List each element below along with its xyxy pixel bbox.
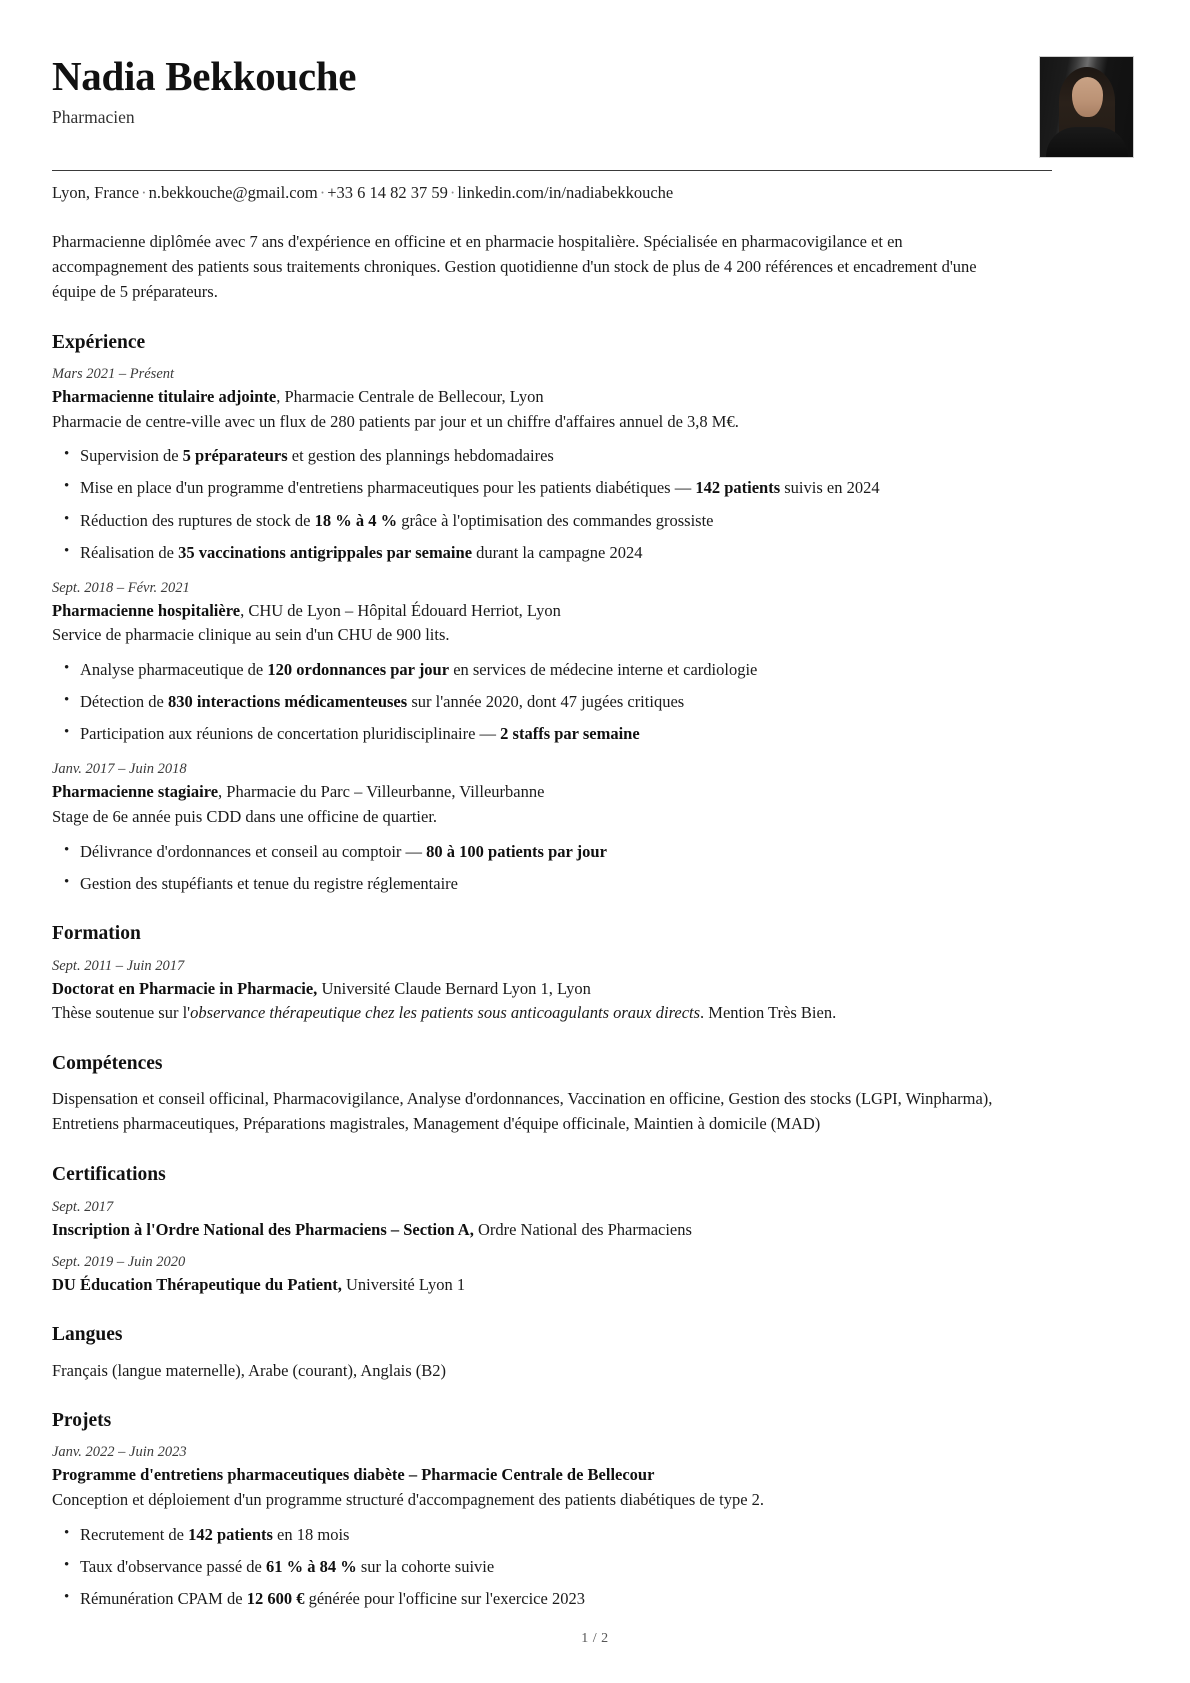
experience-entry xyxy=(52,578,1052,747)
resume-header xyxy=(52,54,1052,154)
list-item: • Réduction des ruptures de stock de 18 % à 4 % grâce à l'optimisation des commandes grossiste xyxy=(52,508,1030,533)
section-certifications xyxy=(52,1163,1052,1298)
list-item: • Analyse pharmaceutique de 120 ordonnances par jour en services de médecine interne et cardiologie xyxy=(52,657,1030,682)
entry-heading xyxy=(52,599,1052,624)
entry-description: Conception et déploiement d'un programme structuré d'accompagnement des patients diabétiques de type 2. xyxy=(52,1490,765,1510)
entry-bullet-list xyxy=(52,443,1052,564)
contact-phone[interactable]: +33 6 14 82 37 59 xyxy=(327,183,448,202)
certification-name: Inscription à l'Ordre National des Pharmaciens – Section A, xyxy=(52,1219,474,1239)
entry-description: Pharmacie de centre-ville avec un flux de 280 patients par jour et un chiffre d'affaires annuel de 3,8 M€. xyxy=(52,411,739,431)
page-number: 1 / 2 xyxy=(581,1631,609,1646)
entry-role: Pharmacienne hospitalière xyxy=(52,600,241,620)
skills-list: Dispensation et conseil officinal, Pharmacovigilance, Analyse d'ordonnances, Vaccination en officine, Gestion des stocks (LGPI, Winpharma), Entretiens pharmaceutiques, Préparations magistrales, Management d'équipe officinale, Maintien à domicile (MAD) xyxy=(52,1089,993,1134)
page-footer xyxy=(0,1631,1190,1647)
header-divider xyxy=(52,170,1052,171)
avatar xyxy=(1039,56,1134,158)
entry-heading xyxy=(52,1273,1052,1298)
formation-entry xyxy=(52,956,1052,1027)
list-item: • Participation aux réunions de concertation pluridisciplinaire — 2 staffs par semaine xyxy=(52,721,1030,746)
job-title-subheading: Pharmacien xyxy=(52,106,135,127)
list-item: • Réalisation de 35 vaccinations antigrippales par semaine durant la campagne 2024 xyxy=(52,540,1030,565)
section-heading-projets: Projets xyxy=(52,1409,112,1431)
entry-description: Stage de 6e année puis CDD dans une officine de quartier. xyxy=(52,807,438,827)
certification-issuer: Ordre National des Pharmaciens xyxy=(473,1219,692,1239)
certification-issuer: Université Lyon 1 xyxy=(341,1274,466,1294)
section-heading-certifications: Certifications xyxy=(52,1163,166,1185)
entry-heading xyxy=(52,977,1052,1002)
entry-date: Janv. 2022 – Juin 2023 xyxy=(52,1444,187,1461)
languages-list: Français (langue maternelle), Arabe (courant), Anglais (B2) xyxy=(52,1360,447,1380)
entry-heading xyxy=(52,385,1052,410)
list-item: • Rémunération CPAM de 12 600 € générée pour l'officine sur l'exercice 2023 xyxy=(52,1586,1030,1611)
entry-date: Janv. 2017 – Juin 2018 xyxy=(52,761,187,778)
entry-company: , CHU de Lyon – Hôpital Édouard Herriot, Lyon xyxy=(240,600,561,620)
page-title: Nadia Bekkouche xyxy=(52,53,357,99)
entry-date: Mars 2021 – Présent xyxy=(52,365,175,382)
certification-entry xyxy=(52,1252,1052,1298)
contact-email[interactable]: n.bekkouche@gmail.com xyxy=(148,183,318,202)
contact-location: Lyon, France xyxy=(52,183,140,202)
entry-role: Pharmacienne titulaire adjointe xyxy=(52,386,277,406)
photo-face xyxy=(1072,77,1103,117)
professional-summary: Pharmacienne diplômée avec 7 ans d'expérience en officine et en pharmacie hospitalière. Spécialisée en pharmacovigilance et en accompagnement des patients sous traitements chroniques. Gestion quotidienne d'un stock de plus de 4 200 références et encadrement d'une équipe de 5 préparateurs. xyxy=(52,232,977,302)
contact-separator-1: · xyxy=(141,183,147,202)
thesis-prefix: Thèse soutenue sur l' xyxy=(52,1003,191,1023)
entry-bullet-list xyxy=(52,657,1052,746)
entry-role: Pharmacienne stagiaire xyxy=(52,782,219,802)
certification-entry xyxy=(52,1197,1052,1243)
section-heading-langues: Langues xyxy=(52,1324,123,1346)
entry-heading xyxy=(52,1218,1052,1243)
entry-bullet-list xyxy=(52,1522,1052,1611)
section-projets xyxy=(52,1409,1052,1611)
entry-date: Sept. 2018 – Févr. 2021 xyxy=(52,579,190,596)
section-heading-competences: Compétences xyxy=(52,1053,163,1075)
contact-separator-2: · xyxy=(319,183,326,202)
certification-name: DU Éducation Thérapeutique du Patient, xyxy=(52,1274,342,1294)
list-item: • Taux d'observance passé de 61 % à 84 % sur la cohorte suivie xyxy=(52,1554,1030,1579)
experience-entry xyxy=(52,759,1052,896)
entry-bullet-list xyxy=(52,839,1052,896)
thesis-suffix: . Mention Très Bien. xyxy=(700,1003,837,1023)
contact-linkedin[interactable]: linkedin.com/in/nadiabekkouche xyxy=(457,183,674,202)
section-formation xyxy=(52,922,1052,1026)
entry-heading xyxy=(52,780,1052,805)
list-item: • Mise en place d'un programme d'entretiens pharmaceutiques pour les patients diabétiques — 142 patients suivis en 2024 xyxy=(52,475,1030,500)
entry-date: Sept. 2019 – Juin 2020 xyxy=(52,1253,186,1270)
project-entry xyxy=(52,1442,1052,1611)
thesis-title: observance thérapeutique chez les patients sous anticoagulants oraux directs xyxy=(190,1003,701,1023)
list-item: • Gestion des stupéfiants et tenue du registre réglementaire xyxy=(52,871,1030,896)
section-heading-formation: Formation xyxy=(52,923,141,945)
project-name: Programme d'entretiens pharmaceutiques diabète – Pharmacie Centrale de Bellecour xyxy=(52,1465,655,1485)
experience-entry xyxy=(52,364,1052,565)
list-item: • Recrutement de 142 patients en 18 mois xyxy=(52,1522,1030,1547)
contact-line xyxy=(52,182,1052,204)
photo-body xyxy=(1046,127,1128,157)
entry-description: Service de pharmacie clinique au sein d'un CHU de 900 lits. xyxy=(52,625,450,645)
contact-separator-3: · xyxy=(449,183,456,202)
entry-heading xyxy=(52,1463,1052,1488)
list-item: • Supervision de 5 préparateurs et gestion des plannings hebdomadaires xyxy=(52,443,1030,468)
section-competences xyxy=(52,1052,1052,1137)
section-langues xyxy=(52,1323,1052,1382)
list-item: • Délivrance d'ordonnances et conseil au comptoir — 80 à 100 patients par jour xyxy=(52,839,1030,864)
entry-description xyxy=(52,1001,1014,1026)
section-experience xyxy=(52,331,1052,897)
entry-institution: Université Claude Bernard Lyon 1, Lyon xyxy=(317,978,591,998)
entry-degree: Doctorat en Pharmacie in Pharmacie, xyxy=(52,978,318,998)
entry-date: Sept. 2017 xyxy=(52,1198,114,1215)
list-item: • Détection de 830 interactions médicamenteuses sur l'année 2020, dont 47 jugées critiques xyxy=(52,689,1030,714)
entry-company: , Pharmacie du Parc – Villeurbanne, Villeurbanne xyxy=(218,782,545,802)
entry-company: , Pharmacie Centrale de Bellecour, Lyon xyxy=(276,386,544,406)
section-heading-experience: Expérience xyxy=(52,331,146,353)
entry-date: Sept. 2011 – Juin 2017 xyxy=(52,957,185,974)
